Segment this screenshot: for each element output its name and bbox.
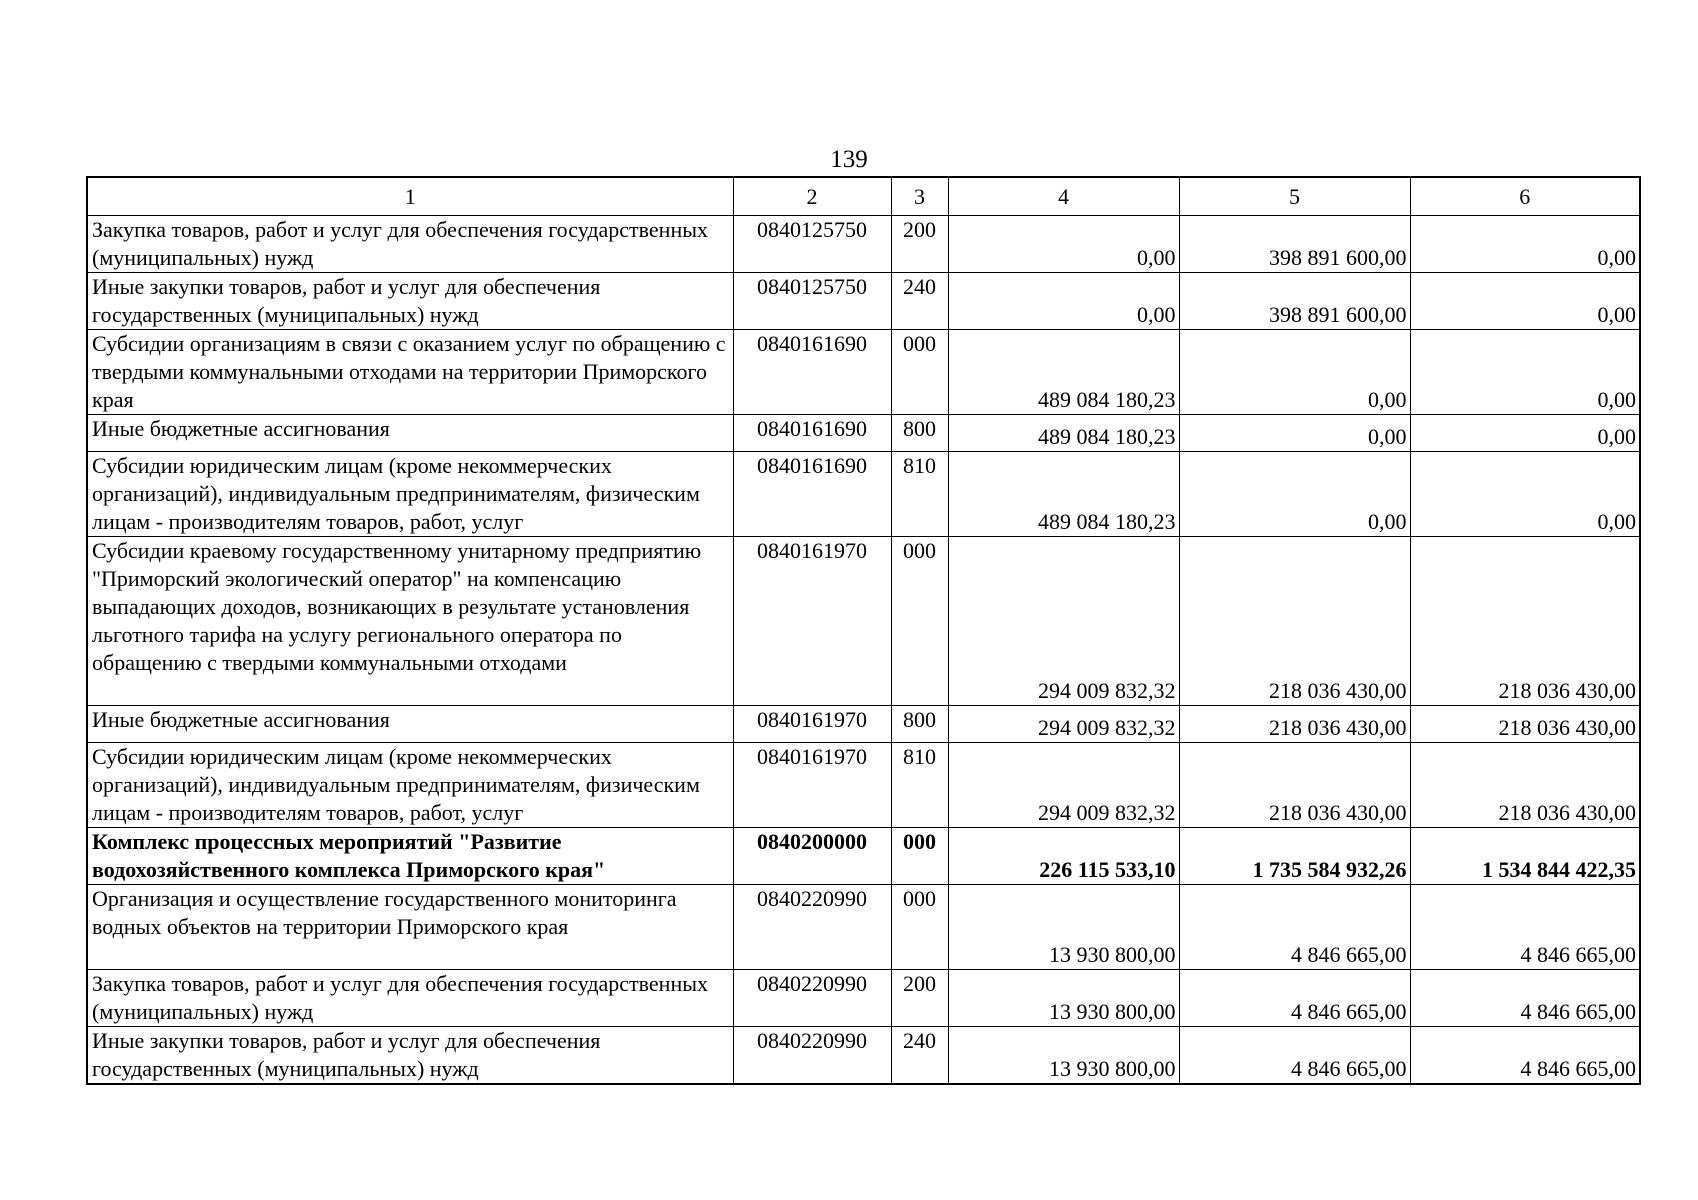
row-kind: 000: [891, 537, 948, 706]
row-value-5: 0,00: [1179, 330, 1410, 415]
row-value-4: 294 009 832,32: [948, 743, 1179, 828]
row-value-5: 218 036 430,00: [1179, 743, 1410, 828]
row-name: Субсидии юридическим лицам (кроме некоммерческих организаций), индивидуальным предпринимателям, физическим лицам - производителям товаров, работ, услуг: [87, 743, 733, 828]
row-code: 0840161970: [733, 706, 891, 743]
table-row: [87, 706, 1640, 743]
row-value-5: 4 846 665,00: [1179, 970, 1410, 1027]
row-value-5: 0,00: [1179, 452, 1410, 537]
row-value-5: 4 846 665,00: [1179, 1027, 1410, 1085]
row-value-5: 218 036 430,00: [1179, 537, 1410, 706]
row-code: 0840220990: [733, 970, 891, 1027]
row-kind: 240: [891, 273, 948, 330]
row-name: Субсидии краевому государственному унитарному предприятию "Приморский экологический оператор" на компенсацию выпадающих доходов, возникающих в результате установления льготного тарифа на услугу регионального оператора по обращению с твердыми коммунальными отходами: [87, 537, 733, 706]
row-value-5: 1 735 584 932,26: [1179, 828, 1410, 885]
row-value-5: 0,00: [1179, 415, 1410, 452]
row-kind: 800: [891, 415, 948, 452]
row-name: Иные бюджетные ассигнования: [87, 706, 733, 743]
row-kind: 810: [891, 452, 948, 537]
row-value-6: 0,00: [1410, 273, 1640, 330]
page-number: 139: [830, 146, 868, 173]
row-kind: 000: [891, 330, 948, 415]
row-name: Организация и осуществление государственного мониторинга водных объектов на территории Приморского края: [87, 885, 733, 970]
table-row: [87, 537, 1640, 706]
row-code: 0840161970: [733, 743, 891, 828]
column-header: 1: [87, 177, 733, 216]
row-value-6: 0,00: [1410, 415, 1640, 452]
column-header: 4: [948, 177, 1179, 216]
row-name: Субсидии организациям в связи с оказанием услуг по обращению с твердыми коммунальными отходами на территории Приморского края: [87, 330, 733, 415]
row-name: Закупка товаров, работ и услуг для обеспечения государственных (муниципальных) нужд: [87, 970, 733, 1027]
row-code: 0840161690: [733, 330, 891, 415]
row-value-6: 0,00: [1410, 216, 1640, 273]
row-value-4: 13 930 800,00: [948, 885, 1179, 970]
row-value-5: 218 036 430,00: [1179, 706, 1410, 743]
row-name: Комплекс процессных мероприятий "Развитие водохозяйственного комплекса Приморского края": [87, 828, 733, 885]
row-value-5: 398 891 600,00: [1179, 216, 1410, 273]
column-header: 5: [1179, 177, 1410, 216]
row-kind: 200: [891, 216, 948, 273]
table-row: [87, 885, 1640, 970]
row-value-6: 4 846 665,00: [1410, 885, 1640, 970]
row-value-4: 13 930 800,00: [948, 970, 1179, 1027]
row-kind: 240: [891, 1027, 948, 1085]
row-value-6: 4 846 665,00: [1410, 1027, 1640, 1085]
row-name: Иные бюджетные ассигнования: [87, 415, 733, 452]
row-value-6: 218 036 430,00: [1410, 537, 1640, 706]
row-name: Субсидии юридическим лицам (кроме некоммерческих организаций), индивидуальным предпринимателям, физическим лицам - производителям товаров, работ, услуг: [87, 452, 733, 537]
row-value-4: 0,00: [948, 273, 1179, 330]
row-kind: 200: [891, 970, 948, 1027]
table-row-subtotal: [87, 828, 1640, 885]
row-name: Закупка товаров, работ и услуг для обеспечения государственных (муниципальных) нужд: [87, 216, 733, 273]
row-code: 0840125750: [733, 216, 891, 273]
row-kind: 800: [891, 706, 948, 743]
row-code: 0840220990: [733, 1027, 891, 1085]
row-value-4: 294 009 832,32: [948, 706, 1179, 743]
row-kind: 000: [891, 828, 948, 885]
row-value-5: 4 846 665,00: [1179, 885, 1410, 970]
row-value-4: 294 009 832,32: [948, 537, 1179, 706]
row-value-4: 226 115 533,10: [948, 828, 1179, 885]
row-code: 0840220990: [733, 885, 891, 970]
row-value-6: 0,00: [1410, 452, 1640, 537]
row-value-4: 489 084 180,23: [948, 330, 1179, 415]
row-code: 0840161690: [733, 452, 891, 537]
row-name: Иные закупки товаров, работ и услуг для обеспечения государственных (муниципальных) нужд: [87, 1027, 733, 1085]
row-name: Иные закупки товаров, работ и услуг для обеспечения государственных (муниципальных) нужд: [87, 273, 733, 330]
row-value-5: 398 891 600,00: [1179, 273, 1410, 330]
table-row: [87, 216, 1640, 273]
row-kind: 810: [891, 743, 948, 828]
row-value-6: 4 846 665,00: [1410, 970, 1640, 1027]
row-value-6: 0,00: [1410, 330, 1640, 415]
row-value-4: 13 930 800,00: [948, 1027, 1179, 1085]
column-header: 3: [891, 177, 948, 216]
table-row: [87, 273, 1640, 330]
row-value-4: 489 084 180,23: [948, 452, 1179, 537]
budget-table: [86, 176, 1641, 1085]
row-code: 0840200000: [733, 828, 891, 885]
row-code: 0840161970: [733, 537, 891, 706]
table-row: [87, 1027, 1640, 1085]
row-value-6: 218 036 430,00: [1410, 743, 1640, 828]
table-row: [87, 330, 1640, 415]
row-value-6: 218 036 430,00: [1410, 706, 1640, 743]
column-header: 6: [1410, 177, 1640, 216]
table-row: [87, 415, 1640, 452]
table-row: [87, 743, 1640, 828]
row-value-4: 0,00: [948, 216, 1179, 273]
table-row: [87, 452, 1640, 537]
table-row: [87, 970, 1640, 1027]
row-code: 0840125750: [733, 273, 891, 330]
row-value-6: 1 534 844 422,35: [1410, 828, 1640, 885]
row-kind: 000: [891, 885, 948, 970]
table-header-row: [87, 177, 1640, 216]
row-value-4: 489 084 180,23: [948, 415, 1179, 452]
row-code: 0840161690: [733, 415, 891, 452]
column-header: 2: [733, 177, 891, 216]
